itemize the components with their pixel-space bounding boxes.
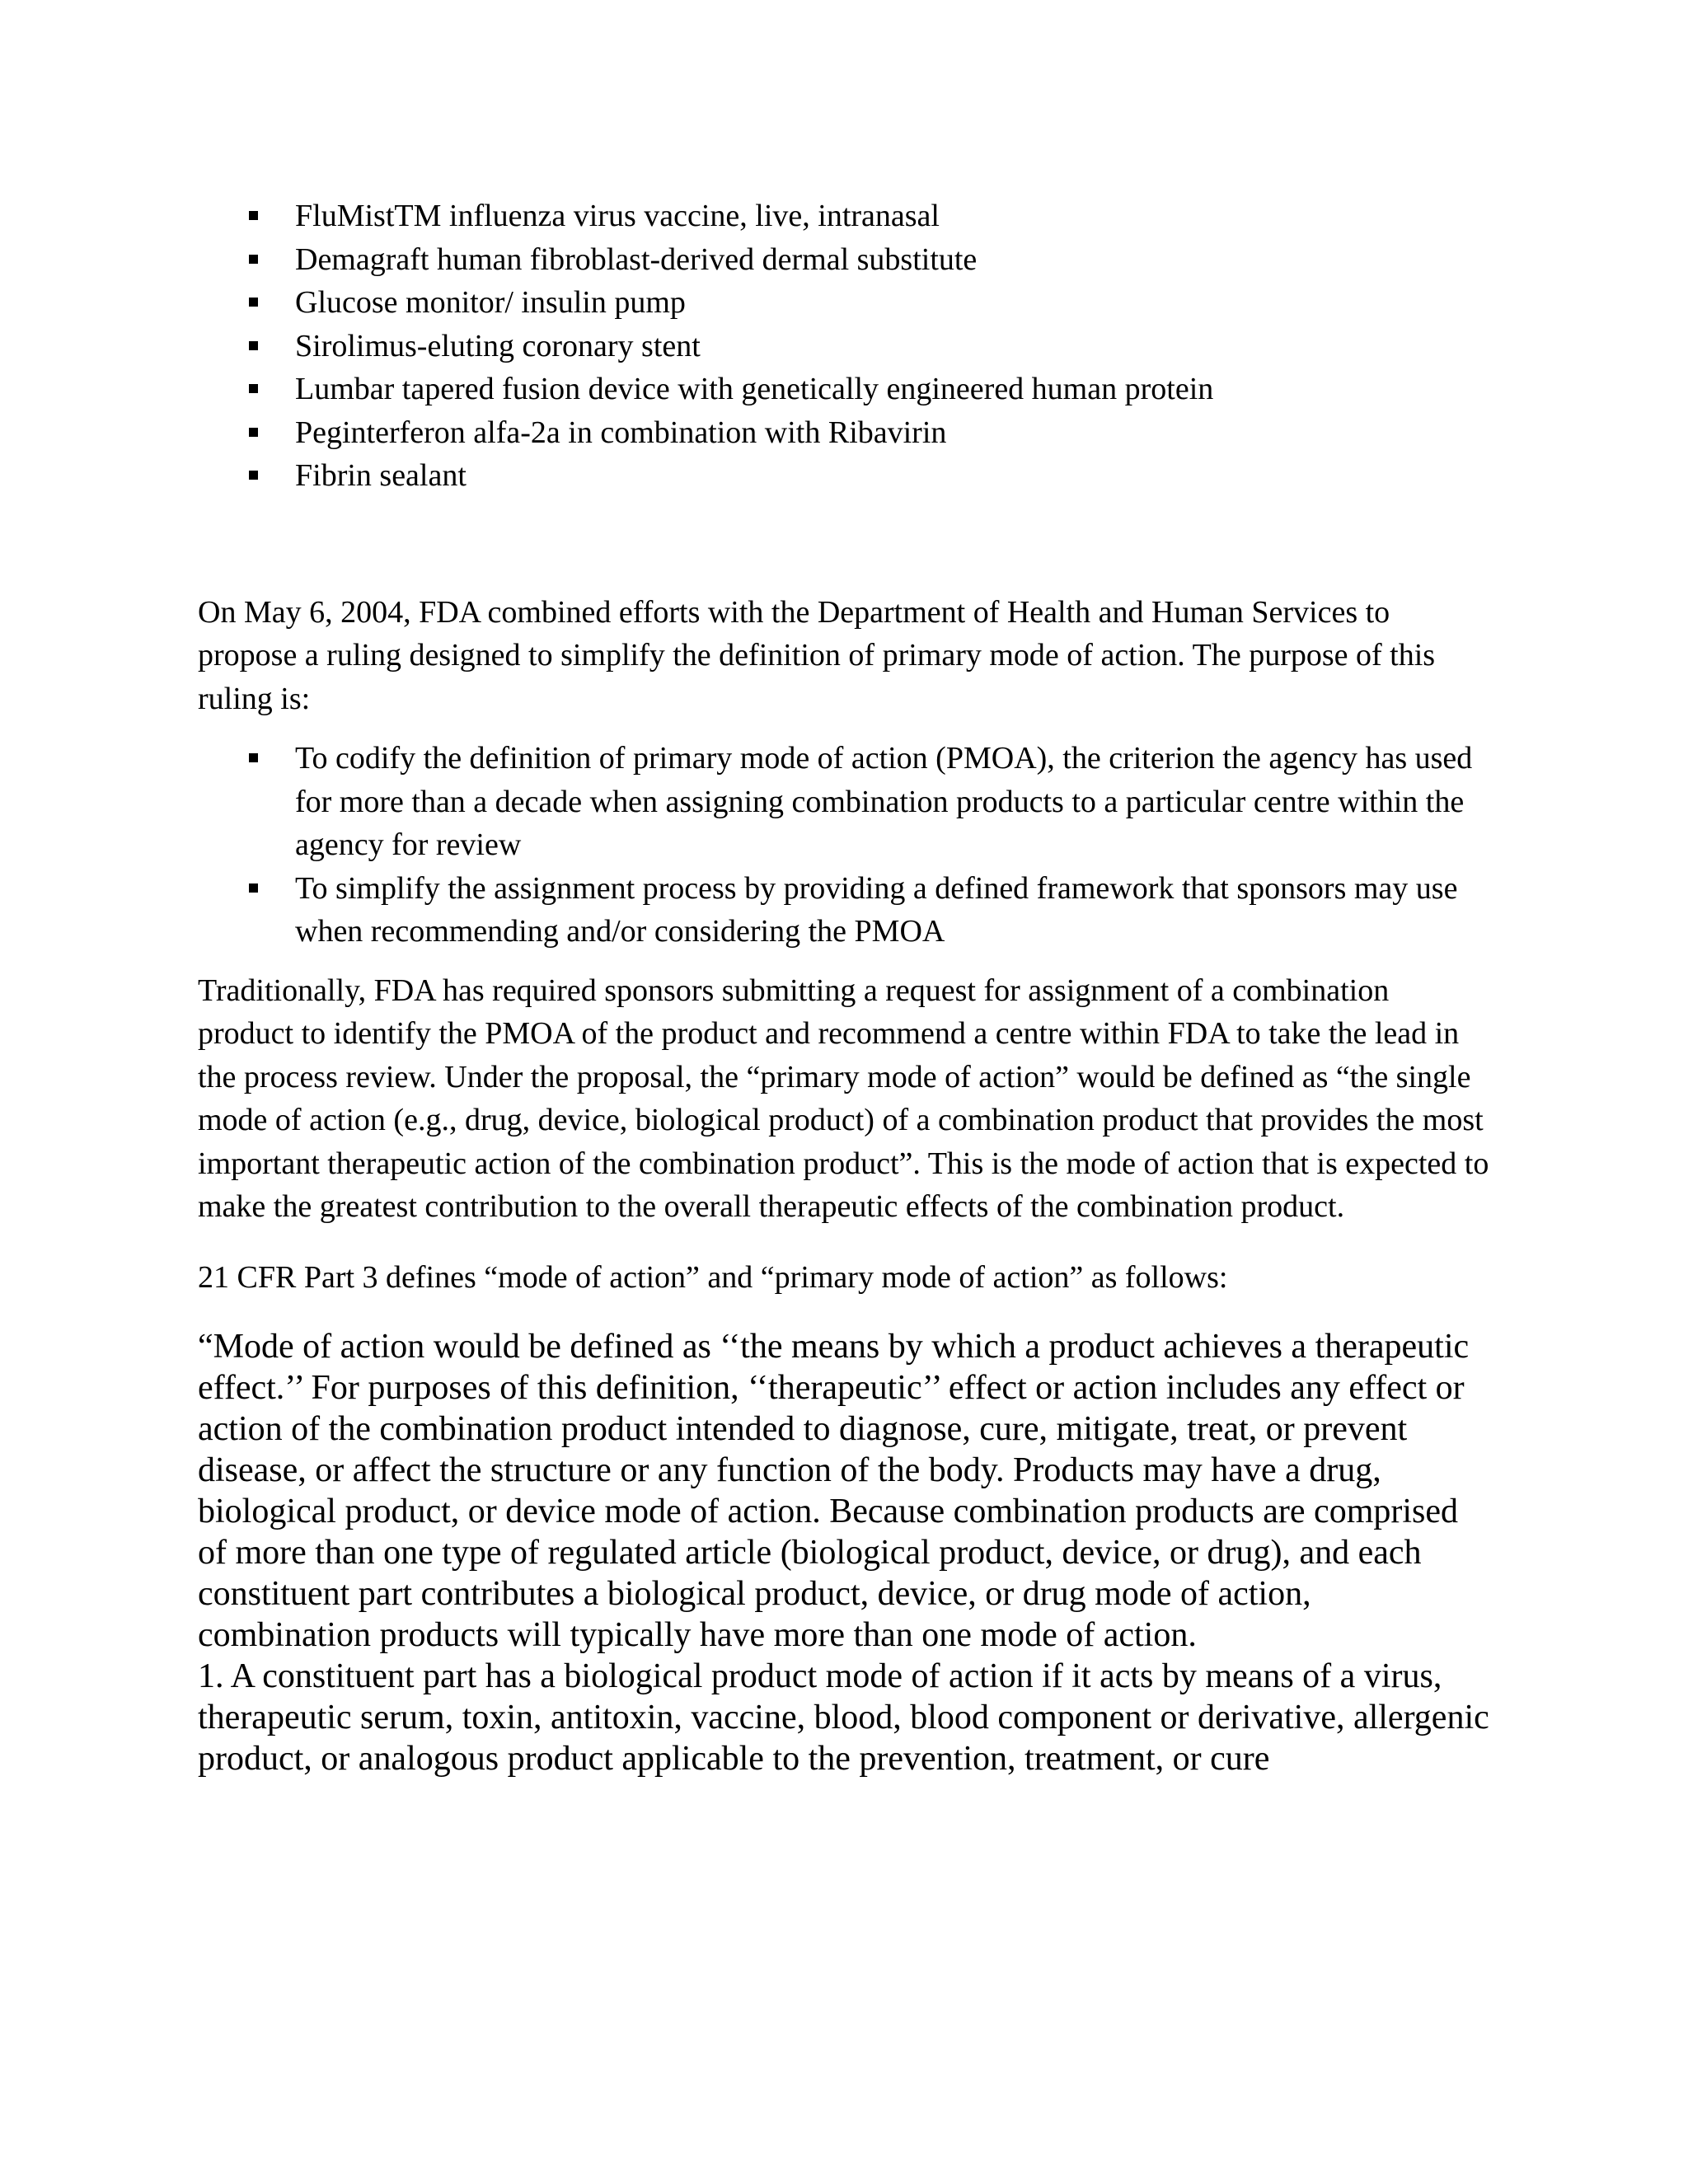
square-bullet-icon bbox=[249, 471, 258, 480]
product-list bbox=[198, 194, 1490, 498]
list-item bbox=[198, 411, 1490, 455]
square-bullet-icon bbox=[249, 211, 258, 220]
list-item bbox=[198, 325, 1490, 368]
list-item bbox=[198, 368, 1490, 411]
list-item bbox=[198, 737, 1490, 867]
list-item-text: To codify the definition of primary mode of action (PMOA), the criterion the agency has used for more than a decade when assigning combination products to a particular centre within the agency for review bbox=[295, 741, 1473, 862]
list-item bbox=[198, 238, 1490, 282]
list-item bbox=[198, 454, 1490, 498]
quote-paragraph: “Mode of action would be defined as ‘‘the means by which a product achieves a therapeutic effect.’’ For purposes of this definition, ‘‘therapeutic’’ effect or action includes any effect or action of the combination product intended to diagnose, cure, mitigate, treat, or prevent disease, or affect the structure or any function of the body. Products may have a drug, biological product, or device mode of action. Because combination products are comprised of more than one type of regulated article (biological product, device, or drug), and each constituent part contributes a biological product, device, or drug mode of action, combination products will typically have more than one mode of action. bbox=[198, 1328, 1470, 1654]
traditional-paragraph: Traditionally, FDA has required sponsors submitting a request for assignment of a combination product to identify the PMOA of the product and recommend a centre within FDA to take the lead in the process review. Under the proposal, the “primary mode of action” would be defined as “the single mode of action (e.g., drug, device, biological product) of a combination product that provides the most important therapeutic action of the combination product”. This is the mode of action that is expected to make the greatest contribution to the overall therapeutic effects of the combination product. bbox=[198, 972, 1489, 1224]
spacer bbox=[198, 720, 1490, 737]
list-item-text: Sirolimus-eluting coronary stent bbox=[295, 328, 701, 363]
list-item-text: To simplify the assignment process by providing a defined framework that sponsors may use when recommending and/or considering the PMOA bbox=[295, 870, 1458, 949]
square-bullet-icon bbox=[249, 298, 258, 307]
square-bullet-icon bbox=[249, 428, 258, 437]
list-item-text: Fibrin sealant bbox=[295, 458, 467, 493]
list-item-text: Demagraft human fibroblast-derived dermal substitute bbox=[295, 241, 978, 277]
square-bullet-icon bbox=[249, 883, 258, 893]
list-item-text: Peginterferon alfa-2a in combination with Ribavirin bbox=[295, 415, 947, 450]
square-bullet-icon bbox=[249, 753, 258, 762]
spacer bbox=[198, 498, 1490, 591]
cfr-paragraph: 21 CFR Part 3 defines “mode of action” and “primary mode of action” as follows: bbox=[198, 1259, 1228, 1295]
spacer bbox=[198, 1299, 1490, 1326]
purpose-list bbox=[198, 737, 1490, 954]
list-item-text: FluMistTM influenza virus vaccine, live, intranasal bbox=[295, 199, 940, 233]
spacer bbox=[198, 1229, 1490, 1256]
quote-item-1: 1. A constituent part has a biological product mode of action if it acts by means of a virus, therapeutic serum, toxin, antitoxin, vaccine, blood, blood component or derivative, allergenic product, or analogous product applicable to the prevention, treatment, or cure bbox=[198, 1657, 1489, 1778]
list-item bbox=[198, 867, 1490, 954]
square-bullet-icon bbox=[249, 384, 258, 393]
intro-paragraph: On May 6, 2004, FDA combined efforts with the Department of Health and Human Services to propose a ruling designed to simplify the definition of primary mode of action. The purpose of this ruling is: bbox=[198, 594, 1436, 716]
list-item bbox=[198, 281, 1490, 325]
square-bullet-icon bbox=[249, 341, 258, 350]
square-bullet-icon bbox=[249, 255, 258, 264]
list-item bbox=[198, 194, 1490, 238]
list-item-text: Glucose monitor/ insulin pump bbox=[295, 285, 686, 320]
list-item-text: Lumbar tapered fusion device with genetically engineered human protein bbox=[295, 372, 1214, 406]
page-content bbox=[198, 194, 1490, 1779]
spacer bbox=[198, 954, 1490, 969]
